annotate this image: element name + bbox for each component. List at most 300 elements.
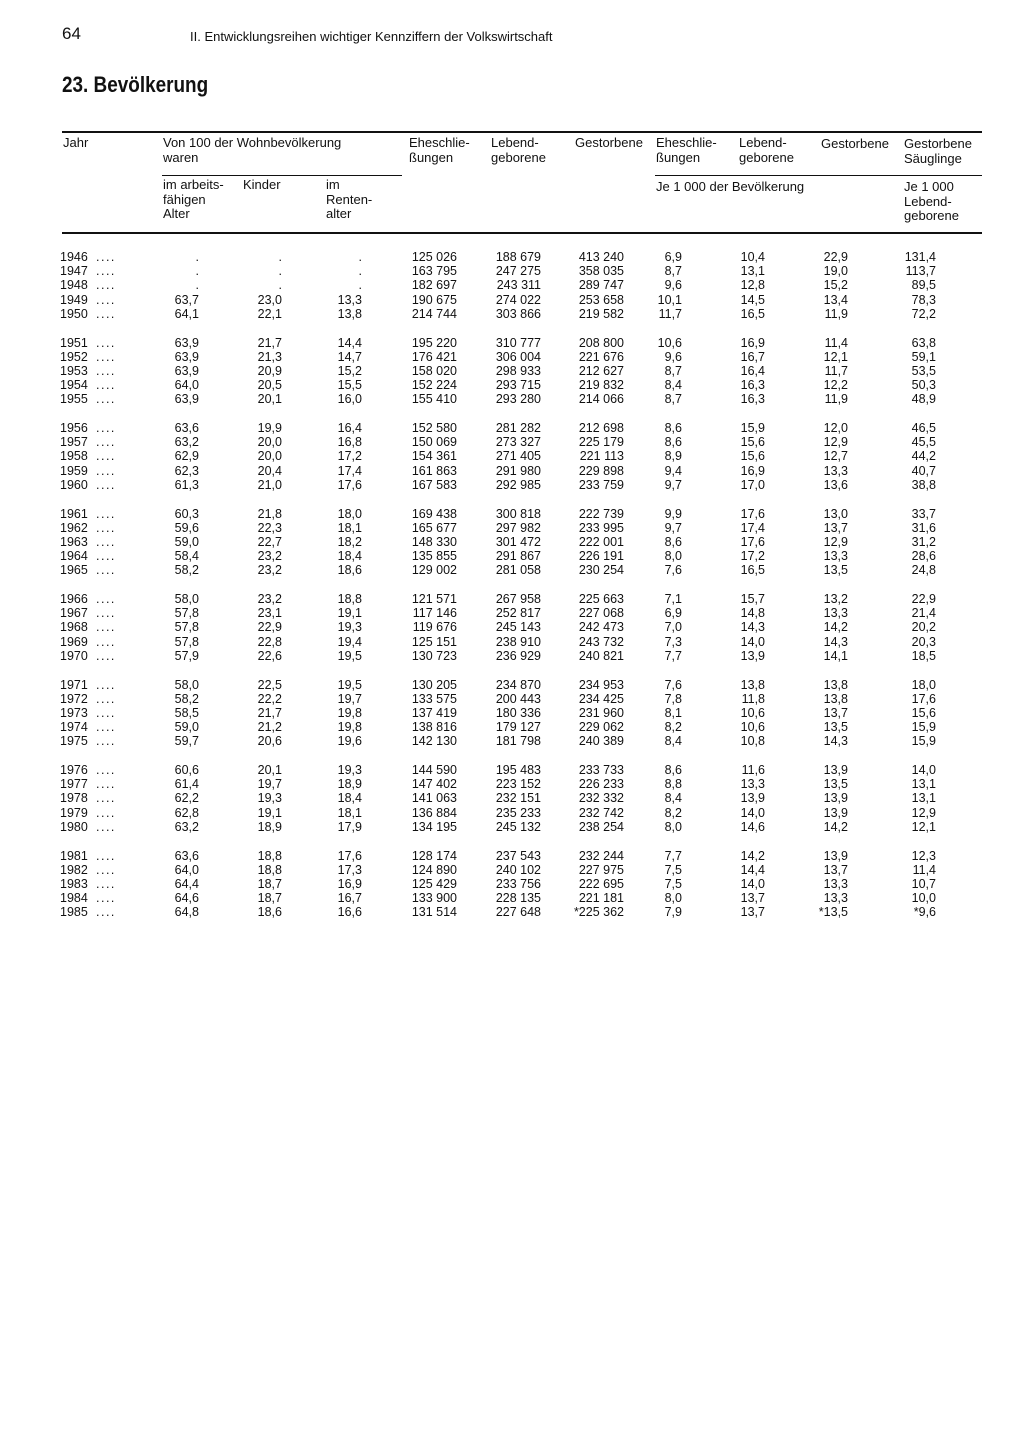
cell-lebendgeborene-rate: 10,8 bbox=[740, 734, 765, 749]
row-year: 1950 bbox=[60, 306, 88, 321]
row-leader-dots: .... bbox=[96, 734, 116, 749]
cell-lebendgeborene-rate: 14,6 bbox=[740, 819, 765, 834]
cell-gestorbene-rate: 13,8 bbox=[823, 691, 848, 706]
cell-eheschliessungen-rate: 8,2 bbox=[664, 805, 682, 820]
cell-lebendgeborene-rate: 15,7 bbox=[740, 592, 765, 606]
cell-lebendgeborene-rate: 11,6 bbox=[741, 763, 765, 777]
cell-arbeitsfaehig: . bbox=[195, 250, 199, 264]
cell-lebendgeborene-rate: 13,8 bbox=[740, 677, 765, 692]
cell-eheschliessungen: 150 069 bbox=[411, 435, 457, 450]
row-year: 1949 bbox=[60, 292, 88, 307]
cell-lebendgeborene: 227 648 bbox=[495, 905, 541, 920]
cell-rentenalter: 15,5 bbox=[337, 378, 362, 393]
row-year: 1946 bbox=[60, 250, 88, 264]
cell-gestorbene: 232 244 bbox=[578, 848, 624, 863]
cell-gestorbene-saeuglinge: 12,3 bbox=[911, 848, 936, 863]
cell-gestorbene-saeuglinge: 53,5 bbox=[911, 363, 936, 378]
cell-eheschliessungen: 134 195 bbox=[411, 819, 457, 834]
cell-kinder: 20,0 bbox=[257, 449, 282, 464]
cell-rentenalter: 18,1 bbox=[337, 520, 362, 535]
row-leader-dots: .... bbox=[96, 620, 116, 635]
cell-kinder: 23,2 bbox=[257, 563, 282, 578]
row-leader-dots: .... bbox=[96, 534, 116, 549]
cell-eheschliessungen-rate: 8,6 bbox=[664, 534, 682, 549]
cell-eheschliessungen-rate: 7,5 bbox=[664, 876, 682, 891]
cell-lebendgeborene-rate: 17,2 bbox=[740, 549, 765, 564]
cell-eheschliessungen: 155 410 bbox=[411, 392, 457, 407]
cell-eheschliessungen: 133 575 bbox=[411, 691, 457, 706]
row-year: 1976 bbox=[60, 763, 88, 777]
cell-kinder: 20,9 bbox=[257, 363, 282, 378]
cell-eheschliessungen: 119 676 bbox=[412, 620, 457, 635]
cell-eheschliessungen-rate: 7,9 bbox=[664, 905, 682, 920]
header-arbeitsfaehiges-alter: im arbeits- fähigen Alter bbox=[163, 177, 224, 221]
cell-gestorbene-rate: 12,0 bbox=[823, 421, 848, 435]
cell-lebendgeborene: 200 443 bbox=[495, 691, 541, 706]
cell-kinder: . bbox=[278, 278, 282, 293]
cell-kinder: 20,0 bbox=[257, 435, 282, 450]
cell-eheschliessungen-rate: 7,1 bbox=[664, 592, 682, 606]
cell-gestorbene: 222 739 bbox=[578, 506, 624, 521]
cell-rentenalter: 19,7 bbox=[337, 691, 362, 706]
cell-gestorbene-rate: 13,7 bbox=[823, 520, 848, 535]
cell-eheschliessungen-rate: 8,6 bbox=[664, 435, 682, 450]
cell-lebendgeborene: 293 280 bbox=[495, 392, 541, 407]
row-year: 1977 bbox=[60, 777, 88, 792]
row-year: 1967 bbox=[60, 606, 88, 621]
cell-gestorbene: 240 821 bbox=[578, 648, 624, 663]
row-leader-dots: .... bbox=[96, 292, 116, 307]
cell-lebendgeborene-rate: 10,6 bbox=[740, 720, 765, 735]
cell-eheschliessungen-rate: 6,9 bbox=[664, 606, 682, 621]
row-leader-dots: .... bbox=[96, 819, 116, 834]
cell-rentenalter: 18,6 bbox=[337, 563, 362, 578]
row-year: 1958 bbox=[60, 449, 88, 464]
row-year: 1980 bbox=[60, 819, 88, 834]
cell-lebendgeborene-rate: 16,9 bbox=[740, 463, 765, 478]
cell-eheschliessungen: 121 571 bbox=[411, 592, 457, 606]
cell-gestorbene-rate: 14,3 bbox=[823, 634, 848, 649]
cell-gestorbene: 219 832 bbox=[578, 378, 624, 393]
cell-eheschliessungen: 137 419 bbox=[411, 705, 457, 720]
cell-rentenalter: 19,1 bbox=[337, 606, 362, 621]
cell-gestorbene-rate: 13,7 bbox=[823, 705, 848, 720]
cell-gestorbene-rate: 12,7 bbox=[823, 449, 848, 464]
cell-gestorbene-saeuglinge: 15,6 bbox=[911, 705, 936, 720]
cell-gestorbene: 231 960 bbox=[578, 705, 624, 720]
cell-gestorbene-saeuglinge: 45,5 bbox=[911, 435, 936, 450]
cell-gestorbene: 219 582 bbox=[578, 306, 624, 321]
cell-gestorbene-rate: 13,9 bbox=[823, 805, 848, 820]
cell-lebendgeborene: 236 929 bbox=[495, 648, 541, 663]
cell-eheschliessungen-rate: 8,0 bbox=[664, 549, 682, 564]
cell-gestorbene-saeuglinge: 18,0 bbox=[911, 677, 936, 692]
cell-arbeitsfaehig: 62,2 bbox=[174, 791, 199, 806]
cell-eheschliessungen-rate: 8,7 bbox=[664, 392, 682, 407]
cell-gestorbene-rate: 13,7 bbox=[823, 862, 848, 877]
cell-eheschliessungen: 125 026 bbox=[411, 250, 457, 264]
cell-lebendgeborene-rate: 16,3 bbox=[740, 392, 765, 407]
cell-arbeitsfaehig: 64,8 bbox=[174, 905, 199, 920]
cell-eheschliessungen-rate: 8,7 bbox=[664, 363, 682, 378]
cell-lebendgeborene: 232 151 bbox=[495, 791, 541, 806]
cell-rentenalter: 19,8 bbox=[337, 705, 362, 720]
cell-kinder: 22,9 bbox=[257, 620, 282, 635]
cell-kinder: 23,0 bbox=[257, 292, 282, 307]
row-year: 1985 bbox=[60, 905, 88, 920]
cell-rentenalter: 17,2 bbox=[337, 449, 362, 464]
cell-arbeitsfaehig: 63,9 bbox=[174, 363, 199, 378]
row-leader-dots: .... bbox=[96, 264, 116, 279]
cell-gestorbene-rate: 12,2 bbox=[823, 378, 848, 393]
cell-arbeitsfaehig: 59,6 bbox=[174, 520, 199, 535]
cell-arbeitsfaehig: 63,9 bbox=[174, 335, 199, 350]
cell-lebendgeborene-rate: 10,6 bbox=[740, 705, 765, 720]
cell-rentenalter: 17,6 bbox=[337, 848, 362, 863]
cell-gestorbene-saeuglinge: 21,4 bbox=[911, 606, 936, 621]
cell-gestorbene-saeuglinge: 33,7 bbox=[911, 506, 936, 521]
cell-lebendgeborene-rate: 13,7 bbox=[740, 891, 765, 906]
cell-lebendgeborene-rate: 14,0 bbox=[740, 876, 765, 891]
cell-arbeitsfaehig: 63,6 bbox=[174, 848, 199, 863]
cell-arbeitsfaehig: 58,5 bbox=[174, 705, 199, 720]
cell-kinder: 21,0 bbox=[257, 477, 282, 492]
cell-rentenalter: . bbox=[358, 264, 362, 279]
cell-eheschliessungen: 152 580 bbox=[411, 421, 457, 435]
cell-gestorbene-rate: 13,3 bbox=[823, 549, 848, 564]
cell-eheschliessungen-rate: 8,6 bbox=[664, 421, 682, 435]
cell-rentenalter: 16,6 bbox=[337, 905, 362, 920]
row-year: 1957 bbox=[60, 435, 88, 450]
cell-arbeitsfaehig: 59,7 bbox=[174, 734, 199, 749]
row-leader-dots: .... bbox=[96, 463, 116, 478]
cell-rentenalter: 18,4 bbox=[337, 549, 362, 564]
cell-gestorbene-rate: 14,2 bbox=[823, 620, 848, 635]
cell-gestorbene-saeuglinge: 18,5 bbox=[911, 648, 936, 663]
cell-kinder: 18,7 bbox=[257, 876, 282, 891]
cell-eheschliessungen-rate: 7,6 bbox=[664, 677, 682, 692]
row-leader-dots: .... bbox=[96, 691, 116, 706]
header-lebendgeborene-rate: Lebend- geborene bbox=[739, 135, 794, 165]
row-year: 1953 bbox=[60, 363, 88, 378]
cell-gestorbene: 221 181 bbox=[578, 891, 624, 906]
row-leader-dots: .... bbox=[96, 791, 116, 806]
cell-gestorbene-rate: *13,5 bbox=[818, 905, 848, 920]
cell-kinder: 20,1 bbox=[257, 392, 282, 407]
cell-arbeitsfaehig: 63,6 bbox=[174, 421, 199, 435]
cell-arbeitsfaehig: 58,4 bbox=[174, 549, 199, 564]
cell-lebendgeborene: 291 980 bbox=[495, 463, 541, 478]
cell-rentenalter: 14,7 bbox=[337, 349, 362, 364]
cell-eheschliessungen: 163 795 bbox=[411, 264, 457, 279]
row-leader-dots: .... bbox=[96, 392, 116, 407]
cell-gestorbene: 212 627 bbox=[578, 363, 624, 378]
cell-rentenalter: 17,4 bbox=[337, 463, 362, 478]
cell-gestorbene-rate: 22,9 bbox=[823, 250, 848, 264]
cell-lebendgeborene-rate: 13,7 bbox=[740, 905, 765, 920]
cell-eheschliessungen: 133 900 bbox=[411, 891, 457, 906]
cell-gestorbene: 222 001 bbox=[578, 534, 624, 549]
row-year: 1981 bbox=[60, 848, 88, 863]
cell-lebendgeborene-rate: 14,3 bbox=[740, 620, 765, 635]
cell-lebendgeborene-rate: 12,8 bbox=[740, 278, 765, 293]
cell-eheschliessungen-rate: 7,0 bbox=[664, 620, 682, 635]
row-year: 1964 bbox=[60, 549, 88, 564]
cell-lebendgeborene: 247 275 bbox=[495, 264, 541, 279]
cell-gestorbene-rate: 13,3 bbox=[823, 876, 848, 891]
cell-kinder: 18,6 bbox=[257, 905, 282, 920]
cell-kinder: 20,5 bbox=[257, 378, 282, 393]
cell-rentenalter: 19,8 bbox=[337, 720, 362, 735]
row-leader-dots: .... bbox=[96, 677, 116, 692]
cell-gestorbene-saeuglinge: 10,0 bbox=[911, 891, 936, 906]
cell-rentenalter: 18,1 bbox=[337, 805, 362, 820]
cell-arbeitsfaehig: 62,3 bbox=[174, 463, 199, 478]
cell-gestorbene-rate: 12,1 bbox=[823, 349, 848, 364]
cell-lebendgeborene: 300 818 bbox=[495, 506, 541, 521]
cell-gestorbene: 253 658 bbox=[578, 292, 624, 307]
row-leader-dots: .... bbox=[96, 606, 116, 621]
header-gestorbene-saeuglinge: Gestorbene Säuglinge bbox=[904, 136, 972, 166]
row-year: 1969 bbox=[60, 634, 88, 649]
subheader-rule-left bbox=[162, 175, 402, 176]
cell-lebendgeborene-rate: 14,8 bbox=[740, 606, 765, 621]
cell-kinder: 18,8 bbox=[257, 862, 282, 877]
cell-eheschliessungen: 129 002 bbox=[411, 563, 457, 578]
cell-gestorbene: 226 191 bbox=[578, 549, 624, 564]
cell-eheschliessungen: 128 174 bbox=[411, 848, 457, 863]
cell-gestorbene: 238 254 bbox=[578, 819, 624, 834]
page-number: 64 bbox=[62, 24, 81, 43]
row-leader-dots: .... bbox=[96, 634, 116, 649]
cell-gestorbene: 221 113 bbox=[579, 449, 624, 464]
cell-rentenalter: 13,3 bbox=[337, 292, 362, 307]
cell-gestorbene-rate: 12,9 bbox=[823, 435, 848, 450]
cell-gestorbene: 212 698 bbox=[578, 421, 624, 435]
cell-lebendgeborene-rate: 15,9 bbox=[740, 421, 765, 435]
row-leader-dots: .... bbox=[96, 876, 116, 891]
cell-kinder: 21,3 bbox=[257, 349, 282, 364]
cell-rentenalter: 16,8 bbox=[337, 435, 362, 450]
cell-lebendgeborene: 252 817 bbox=[495, 606, 541, 621]
cell-eheschliessungen-rate: 8,4 bbox=[664, 378, 682, 393]
cell-eheschliessungen: 125 429 bbox=[411, 876, 457, 891]
cell-gestorbene-saeuglinge: 28,6 bbox=[911, 549, 936, 564]
row-year: 1962 bbox=[60, 520, 88, 535]
cell-arbeitsfaehig: . bbox=[195, 264, 199, 279]
cell-kinder: . bbox=[278, 250, 282, 264]
cell-kinder: 22,5 bbox=[257, 677, 282, 692]
cell-kinder: 23,2 bbox=[257, 549, 282, 564]
cell-rentenalter: 16,9 bbox=[337, 876, 362, 891]
cell-lebendgeborene-rate: 13,9 bbox=[740, 791, 765, 806]
cell-arbeitsfaehig: 57,8 bbox=[174, 634, 199, 649]
cell-lebendgeborene: 271 405 bbox=[495, 449, 541, 464]
cell-gestorbene-saeuglinge: 46,5 bbox=[911, 421, 936, 435]
row-year: 1956 bbox=[60, 421, 88, 435]
cell-eheschliessungen-rate: 8,7 bbox=[664, 264, 682, 279]
cell-eheschliessungen-rate: 7,6 bbox=[664, 563, 682, 578]
cell-lebendgeborene: 237 543 bbox=[495, 848, 541, 863]
cell-arbeitsfaehig: . bbox=[195, 278, 199, 293]
cell-gestorbene-rate: 13,3 bbox=[823, 463, 848, 478]
row-leader-dots: .... bbox=[96, 506, 116, 521]
cell-gestorbene: 289 747 bbox=[578, 278, 624, 293]
cell-lebendgeborene: 297 982 bbox=[495, 520, 541, 535]
cell-eheschliessungen-rate: 10,1 bbox=[657, 292, 682, 307]
cell-lebendgeborene-rate: 14,2 bbox=[740, 848, 765, 863]
row-leader-dots: .... bbox=[96, 563, 116, 578]
cell-kinder: 21,7 bbox=[257, 705, 282, 720]
cell-gestorbene-saeuglinge: 13,1 bbox=[911, 777, 936, 792]
cell-gestorbene-saeuglinge: 63,8 bbox=[911, 335, 936, 350]
cell-eheschliessungen-rate: 8,4 bbox=[664, 791, 682, 806]
cell-gestorbene-saeuglinge: 17,6 bbox=[911, 691, 936, 706]
cell-gestorbene-saeuglinge: 14,0 bbox=[911, 763, 936, 777]
cell-rentenalter: 19,5 bbox=[337, 677, 362, 692]
row-leader-dots: .... bbox=[96, 335, 116, 350]
row-year: 1970 bbox=[60, 648, 88, 663]
cell-gestorbene: 208 800 bbox=[578, 335, 624, 350]
cell-arbeitsfaehig: 61,3 bbox=[174, 477, 199, 492]
cell-gestorbene: 221 676 bbox=[578, 349, 624, 364]
header-rentenalter: im Renten- alter bbox=[326, 177, 373, 221]
row-year: 1960 bbox=[60, 477, 88, 492]
running-head: II. Entwicklungsreihen wichtiger Kennziffern der Volkswirtschaft bbox=[190, 29, 553, 44]
cell-gestorbene: 232 742 bbox=[578, 805, 624, 820]
row-leader-dots: .... bbox=[96, 805, 116, 820]
row-leader-dots: .... bbox=[96, 648, 116, 663]
cell-eheschliessungen: 147 402 bbox=[411, 777, 457, 792]
cell-lebendgeborene-rate: 17,4 bbox=[740, 520, 765, 535]
cell-eheschliessungen: 152 224 bbox=[411, 378, 457, 393]
cell-eheschliessungen-rate: 9,4 bbox=[664, 463, 682, 478]
cell-arbeitsfaehig: 57,8 bbox=[174, 606, 199, 621]
cell-gestorbene-rate: 13,5 bbox=[823, 777, 848, 792]
cell-gestorbene-rate: 13,5 bbox=[823, 563, 848, 578]
cell-gestorbene-saeuglinge: 20,2 bbox=[911, 620, 936, 635]
cell-lebendgeborene: 238 910 bbox=[495, 634, 541, 649]
cell-eheschliessungen-rate: 8,0 bbox=[664, 891, 682, 906]
row-year: 1972 bbox=[60, 691, 88, 706]
cell-gestorbene-saeuglinge: 38,8 bbox=[911, 477, 936, 492]
cell-eheschliessungen: 161 863 bbox=[411, 463, 457, 478]
cell-kinder: 22,3 bbox=[257, 520, 282, 535]
row-year: 1975 bbox=[60, 734, 88, 749]
cell-lebendgeborene-rate: 14,0 bbox=[740, 634, 765, 649]
cell-lebendgeborene: 245 132 bbox=[495, 819, 541, 834]
cell-gestorbene-rate: 12,9 bbox=[823, 534, 848, 549]
cell-gestorbene-rate: 13,5 bbox=[823, 720, 848, 735]
cell-eheschliessungen: 190 675 bbox=[411, 292, 457, 307]
row-year: 1974 bbox=[60, 720, 88, 735]
header-gestorbene: Gestorbene bbox=[575, 135, 643, 150]
cell-lebendgeborene: 180 336 bbox=[495, 705, 541, 720]
row-leader-dots: .... bbox=[96, 250, 116, 264]
cell-lebendgeborene-rate: 10,4 bbox=[740, 250, 765, 264]
cell-lebendgeborene-rate: 13,3 bbox=[740, 777, 765, 792]
cell-gestorbene-rate: 14,2 bbox=[823, 819, 848, 834]
cell-lebendgeborene-rate: 13,9 bbox=[740, 648, 765, 663]
cell-rentenalter: 17,9 bbox=[337, 819, 362, 834]
cell-gestorbene: 233 759 bbox=[578, 477, 624, 492]
header-jahr: Jahr bbox=[63, 135, 89, 150]
cell-eheschliessungen-rate: 7,7 bbox=[664, 848, 682, 863]
cell-arbeitsfaehig: 57,8 bbox=[174, 620, 199, 635]
cell-arbeitsfaehig: 64,0 bbox=[174, 378, 199, 393]
cell-gestorbene: 232 332 bbox=[578, 791, 624, 806]
cell-eheschliessungen-rate: 8,1 bbox=[664, 705, 682, 720]
cell-rentenalter: 18,0 bbox=[337, 506, 362, 521]
cell-gestorbene-saeuglinge: 13,1 bbox=[911, 791, 936, 806]
cell-gestorbene-saeuglinge: 20,3 bbox=[911, 634, 936, 649]
cell-gestorbene-saeuglinge: 12,9 bbox=[911, 805, 936, 820]
cell-lebendgeborene: 273 327 bbox=[495, 435, 541, 450]
row-year: 1961 bbox=[60, 506, 88, 521]
cell-arbeitsfaehig: 58,0 bbox=[174, 592, 199, 606]
cell-lebendgeborene-rate: 14,0 bbox=[740, 805, 765, 820]
cell-gestorbene-saeuglinge: 113,7 bbox=[905, 264, 936, 279]
cell-gestorbene-rate: 15,2 bbox=[823, 278, 848, 293]
row-leader-dots: .... bbox=[96, 435, 116, 450]
row-year: 1963 bbox=[60, 534, 88, 549]
cell-gestorbene: 227 975 bbox=[578, 862, 624, 877]
row-leader-dots: .... bbox=[96, 905, 116, 920]
cell-gestorbene-saeuglinge: 31,6 bbox=[911, 520, 936, 535]
row-leader-dots: .... bbox=[96, 777, 116, 792]
row-year: 1959 bbox=[60, 463, 88, 478]
cell-arbeitsfaehig: 64,4 bbox=[174, 876, 199, 891]
cell-lebendgeborene-rate: 13,1 bbox=[740, 264, 765, 279]
cell-eheschliessungen-rate: 8,4 bbox=[664, 734, 682, 749]
cell-lebendgeborene: 293 715 bbox=[495, 378, 541, 393]
cell-kinder: 21,2 bbox=[257, 720, 282, 735]
cell-eheschliessungen: 158 020 bbox=[411, 363, 457, 378]
cell-kinder: . bbox=[278, 264, 282, 279]
row-year: 1955 bbox=[60, 392, 88, 407]
cell-kinder: 18,8 bbox=[257, 848, 282, 863]
cell-gestorbene: 230 254 bbox=[578, 563, 624, 578]
cell-gestorbene: 222 695 bbox=[578, 876, 624, 891]
row-leader-dots: .... bbox=[96, 363, 116, 378]
cell-gestorbene-rate: 13,0 bbox=[823, 506, 848, 521]
cell-eheschliessungen: 141 063 bbox=[411, 791, 457, 806]
row-year: 1984 bbox=[60, 891, 88, 906]
cell-lebendgeborene: 179 127 bbox=[495, 720, 541, 735]
cell-eheschliessungen-rate: 10,6 bbox=[657, 335, 682, 350]
cell-gestorbene-saeuglinge: 10,7 bbox=[911, 876, 936, 891]
cell-gestorbene: 243 732 bbox=[578, 634, 624, 649]
cell-eheschliessungen: 167 583 bbox=[411, 477, 457, 492]
cell-arbeitsfaehig: 63,9 bbox=[174, 392, 199, 407]
cell-rentenalter: 16,0 bbox=[337, 392, 362, 407]
cell-arbeitsfaehig: 63,2 bbox=[174, 819, 199, 834]
subheader-rule-right bbox=[655, 175, 982, 176]
cell-arbeitsfaehig: 64,6 bbox=[174, 891, 199, 906]
cell-gestorbene-rate: 14,3 bbox=[823, 734, 848, 749]
cell-arbeitsfaehig: 64,0 bbox=[174, 862, 199, 877]
cell-kinder: 20,1 bbox=[257, 763, 282, 777]
cell-rentenalter: . bbox=[358, 278, 362, 293]
cell-eheschliessungen: 136 884 bbox=[411, 805, 457, 820]
row-leader-dots: .... bbox=[96, 705, 116, 720]
cell-lebendgeborene: 298 933 bbox=[495, 363, 541, 378]
cell-gestorbene: 229 898 bbox=[578, 463, 624, 478]
cell-gestorbene-saeuglinge: 44,2 bbox=[911, 449, 936, 464]
cell-rentenalter: 19,4 bbox=[337, 634, 362, 649]
cell-gestorbene-saeuglinge: 72,2 bbox=[911, 306, 936, 321]
header-eheschliessungen: Eheschlie- ßungen bbox=[409, 135, 470, 165]
